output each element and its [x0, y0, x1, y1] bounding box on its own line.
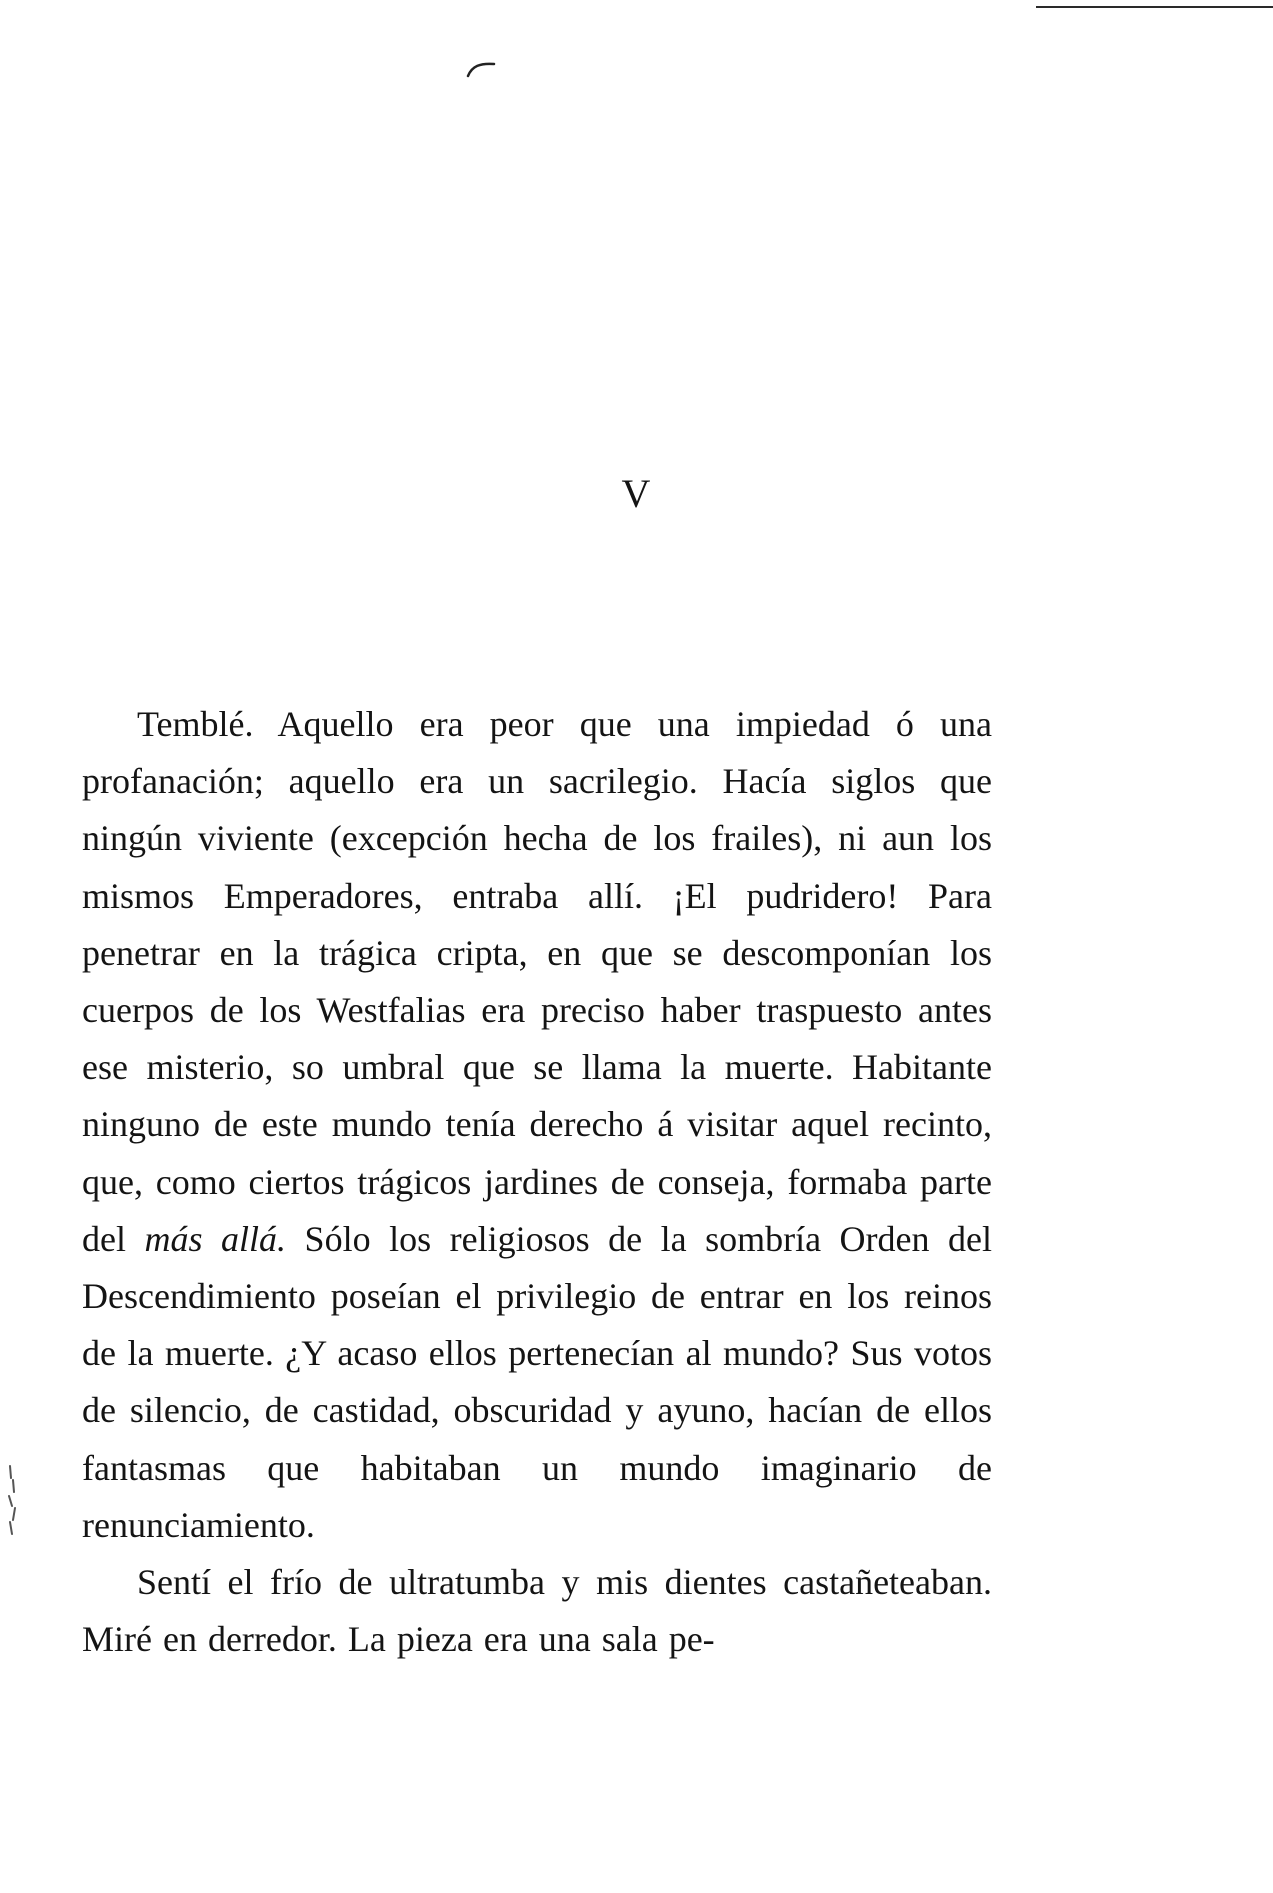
top-edge-rule: [1036, 6, 1273, 8]
paragraph-text: Sólo los religiosos de la sombría Orden del Descendimiento poseían el privilegio de entrar en los reinos de la muerte. ¿Y acaso ellos pertenecían al mundo? Sus votos de silencio, de castidad, obscuridad y ayuno, hacían de ellos fantasmas que habitaban un mundo imaginario de renunciamiento.: [82, 1218, 993, 1545]
body-text: [82, 696, 992, 1668]
chapter-heading: V: [621, 471, 652, 516]
paragraph-text: Temblé. Aquello era peor que una impiedad ó una profanación; aquello era un sacrilegio. Hacía siglos que ningún viviente (excepción hecha de los frailes), ni aun los mismos Emperadores, entraba allí. ¡El pudridero! Para penetrar en la trágica cripta, en que se descomponían los cuerpos de los Westfalias era preciso haber traspuesto antes ese misterio, so umbral que se llama la muerte. Habitante ninguno de este mundo tenía derecho á visitar aquel recinto, que, como ciertos trágicos jardines de conseja, formaba parte del: [82, 704, 992, 1259]
page-edge-marks: [4, 1462, 20, 1542]
paragraph: Sentí el frío de ultratumba y mis dientes castañeteaban. Miré en derredor. La pieza era una sala pe-: [82, 1562, 992, 1660]
paragraph: [82, 696, 992, 1554]
ink-smudge-mark: [464, 58, 498, 80]
italic-phrase: más allá.: [144, 1218, 287, 1259]
